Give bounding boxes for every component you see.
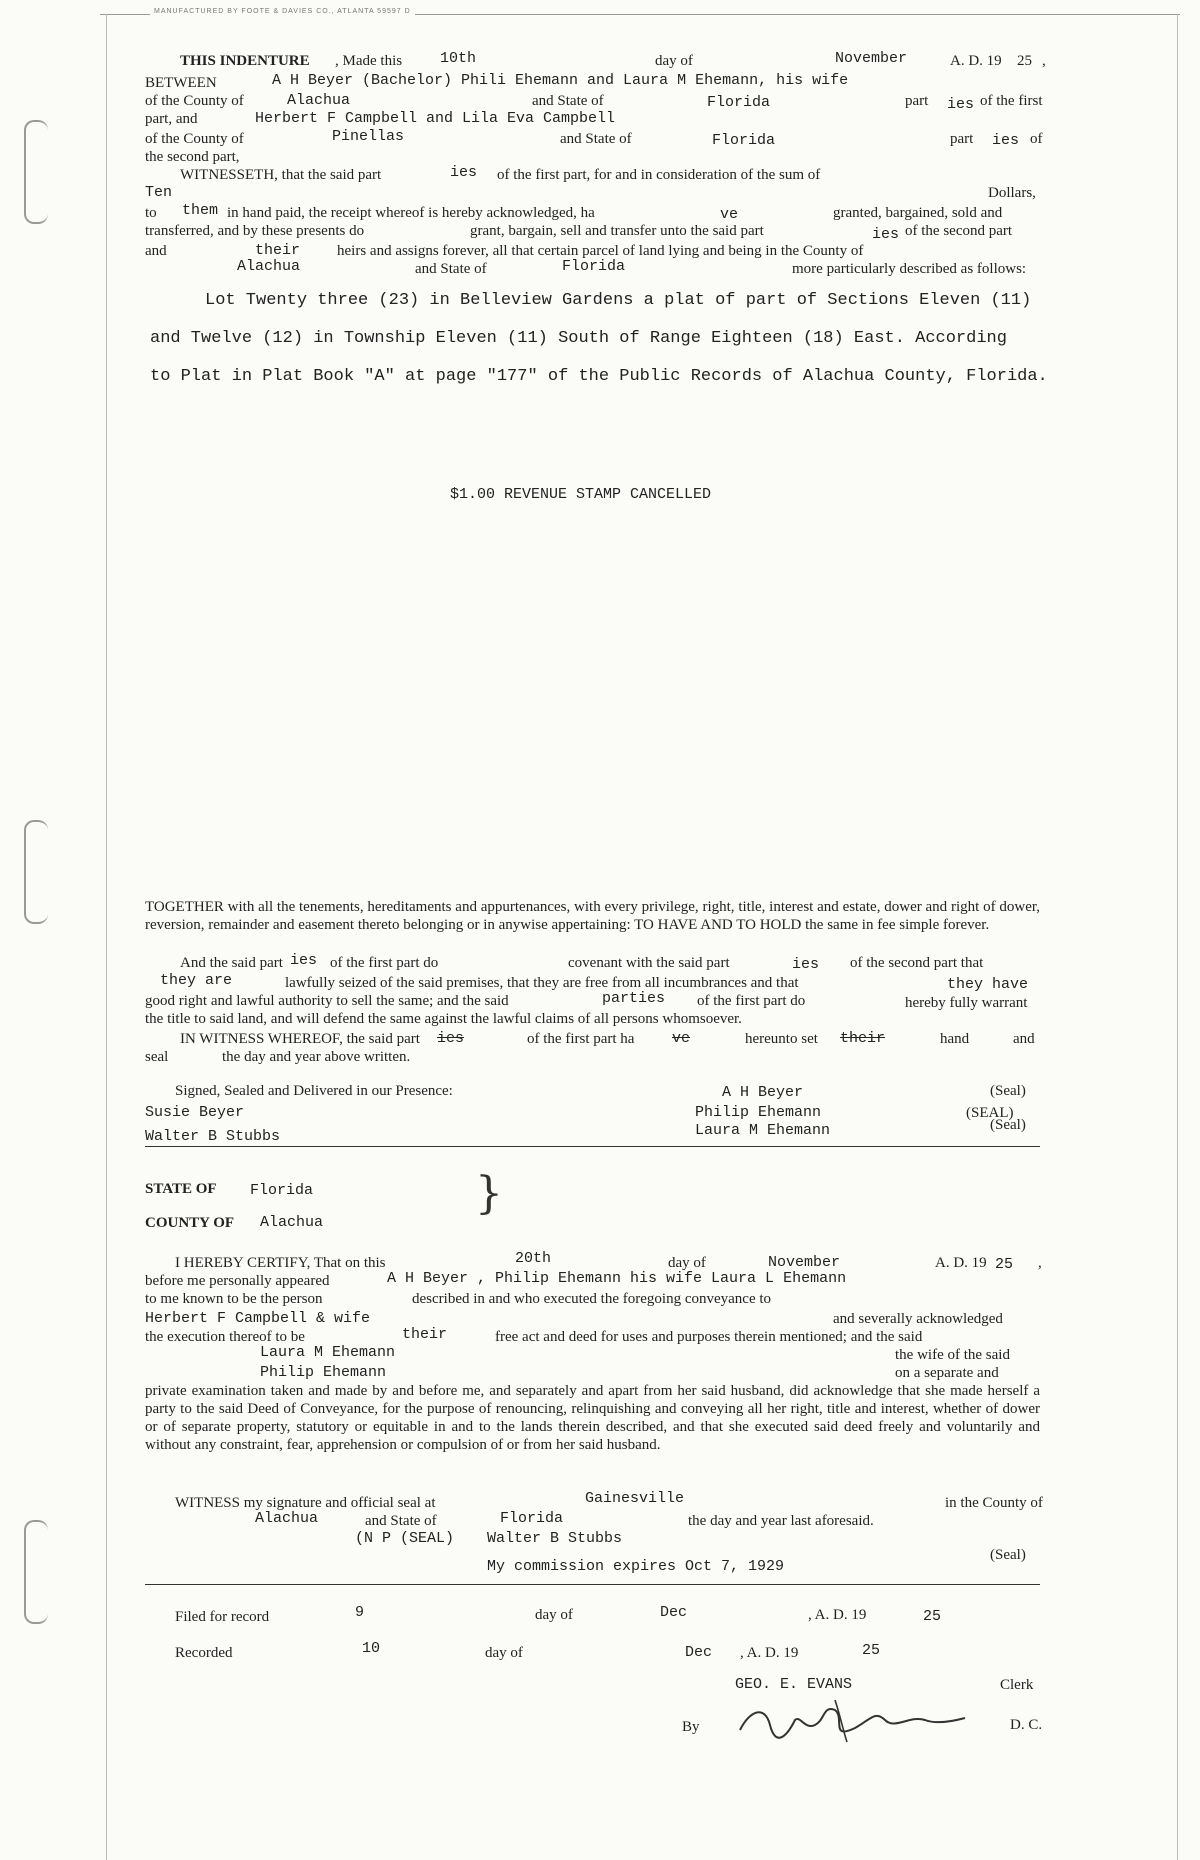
- grantee-county: Pinellas: [332, 128, 405, 145]
- recorded-day: 10: [362, 1640, 381, 1657]
- notary-name: Walter B Stubbs: [487, 1530, 623, 1547]
- part-suffix-ies: ies: [947, 96, 975, 113]
- seal-2: (SEAL): [966, 1105, 1014, 1121]
- ack-grantees: Herbert F Campbell & wife: [145, 1310, 371, 1327]
- ack-city: Gainesville: [585, 1490, 685, 1507]
- filed-year: 25: [923, 1608, 942, 1625]
- filed-day: 9: [355, 1604, 365, 1621]
- right-margin-rule: [1177, 14, 1178, 1860]
- ack-and-state: and State of: [365, 1513, 437, 1529]
- seal-1: (Seal): [990, 1083, 1026, 1099]
- recorded-year: 25: [862, 1642, 881, 1659]
- grantee-state: Florida: [712, 132, 776, 149]
- free-act-text: free act and deed for uses and purposes therein mentioned; and the said: [495, 1329, 923, 1345]
- legal-description-line-1: Lot Twenty three (23) in Belleview Gardens a plat of part of Sections Eleven (11): [205, 291, 1032, 310]
- binder-hole-2: [24, 820, 48, 924]
- consideration-label: of the first part, for and in consideration of the sum of: [497, 167, 821, 183]
- appeared-names: A H Beyer , Philip Ehemann his wife Laura L Ehemann: [387, 1270, 847, 1287]
- covenant-first-part: of the first part do: [330, 955, 439, 971]
- day-year-text: the day and year above written.: [222, 1049, 411, 1065]
- and-state-of-label: and State of: [415, 261, 487, 277]
- county-of-label: of the County of: [145, 93, 244, 109]
- together-clause: TOGETHER with all the tenements, hereditaments and appurtenances, with every privilege, right, title, interest and estate, dower and right of dower, reversion, remainder and easement thereto belonging or in anywise appertaining: TO HAVE AND TO HOLD the same in fee simple forever.: [145, 899, 1040, 933]
- ack-state-2: Florida: [500, 1510, 564, 1527]
- witness-signature-label: WITNESS my signature and official seal at: [175, 1495, 436, 1511]
- warrant-text: hereby fully warrant: [905, 995, 1028, 1011]
- seized-text: lawfully seized of the said premises, that they are free from all incumbrances and that: [285, 975, 799, 991]
- revenue-stamp-note: $1.00 REVENUE STAMP CANCELLED: [450, 486, 712, 503]
- witnesseth-ies-2: ies: [872, 226, 900, 243]
- in-witness-label: IN WITNESS WHEREOF, the said part: [180, 1031, 420, 1047]
- them-value: them: [182, 202, 219, 219]
- wife-name: Laura M Ehemann: [260, 1344, 396, 1361]
- recorded-month: Dec: [685, 1644, 713, 1661]
- presence-label: Signed, Sealed and Delivered in our Presence:: [175, 1083, 453, 1099]
- title-defense-text: the title to said land, and will defend the same against the lawful claims of all persons whomsoever.: [145, 1011, 742, 1027]
- left-margin-rule: [106, 14, 107, 1860]
- seal-label: seal: [145, 1049, 169, 1065]
- indenture-month: November: [835, 50, 908, 67]
- ack-state: Florida: [250, 1182, 314, 1199]
- severally-text: and severally acknowledged: [833, 1311, 1003, 1327]
- part-label: part: [905, 93, 929, 109]
- before-me-label: before me personally appeared: [145, 1273, 330, 1289]
- indenture-day: 10th: [440, 50, 477, 67]
- land-state: Florida: [562, 258, 626, 275]
- state-of-label-2: and State of: [560, 131, 632, 147]
- filed-day-of: day of: [535, 1607, 573, 1623]
- witnesseth-label: WITNESSETH, that the said part: [180, 167, 382, 183]
- first-part-do-text: of the first part do: [697, 993, 806, 1009]
- husband-name: Philip Ehemann: [260, 1364, 387, 1381]
- heirs-text: heirs and assigns forever, all that certain parcel of land lying and being in the County of: [337, 243, 864, 259]
- private-examination-clause: private examination taken and made by and before me, and separately and apart from her said husband, did acknowledge that she made herself a party to the said Deed of Conveyance, for the purpose of renouncing, relinquishing and conveying all her right, title and interest, whether of dower or of separate property, statutory or equitable in and to the lands therein described, and that she executed said deed freely and voluntarily and without any constraint, fear, apprehension or compulsion of or from her said husband.: [145, 1383, 1040, 1453]
- manufacturer-imprint: MANUFACTURED BY FOOTE & DAVIES CO., ATLANTA 59597 D: [150, 8, 415, 15]
- grant-bargain-text: grant, bargain, sell and transfer unto the said part: [470, 223, 764, 239]
- ad-label: A. D. 19: [950, 53, 1002, 69]
- filed-ad: , A. D. 19: [808, 1607, 867, 1623]
- clerk-label: Clerk: [1000, 1677, 1034, 1693]
- ack-year: 25: [995, 1256, 1014, 1273]
- struck-their: their: [840, 1030, 886, 1047]
- seal-3: (Seal): [990, 1117, 1026, 1133]
- receipt-text: in hand paid, the receipt whereof is hereby acknowledged, ha: [227, 205, 595, 221]
- have-suffix: ve: [720, 206, 739, 223]
- notary-seal: (Seal): [990, 1547, 1026, 1563]
- witnesseth-ies: ies: [450, 164, 478, 181]
- hand-label: hand: [940, 1031, 970, 1047]
- binder-hole-3: [24, 1520, 48, 1624]
- signer-3: Laura M Ehemann: [695, 1122, 831, 1139]
- covenant-with-label: covenant with the said part: [568, 955, 730, 971]
- binder-hole-1: [24, 120, 48, 224]
- second-part-text: of the second part: [905, 223, 1013, 239]
- county-of-label-2: of the County of: [145, 131, 244, 147]
- they-have-value: they have: [947, 976, 1029, 993]
- hereunto-text: hereunto set: [745, 1031, 818, 1047]
- of-the-first-label: of the first: [980, 93, 1043, 109]
- covenant-second-part: of the second part that: [850, 955, 984, 971]
- struck-ies: ies: [437, 1030, 465, 1047]
- last-aforesaid-text: the day and year last aforesaid.: [688, 1513, 874, 1529]
- and-label: and: [145, 243, 167, 259]
- day-of-label: day of: [655, 53, 693, 69]
- their-value: their: [255, 242, 301, 259]
- dollars-label: Dollars,: [988, 185, 1036, 201]
- deputy-clerk-label: D. C.: [1010, 1717, 1043, 1733]
- granted-text: granted, bargained, sold and: [833, 205, 1003, 221]
- consideration-sum: Ten: [145, 184, 173, 201]
- grantees-names: Herbert F Campbell and Lila Eva Campbell: [255, 110, 616, 127]
- county-of-label-ack: COUNTY OF: [145, 1215, 235, 1231]
- year-comma: ,: [1042, 53, 1046, 69]
- they-are-value: they are: [160, 972, 233, 989]
- ack-county: Alachua: [260, 1214, 324, 1231]
- np-seal: (N P (SEAL): [355, 1530, 455, 1547]
- recorded-label: Recorded: [175, 1645, 233, 1661]
- parties-value: parties: [602, 990, 666, 1007]
- separate-text: on a separate and: [895, 1365, 999, 1381]
- grantor-state: Florida: [707, 94, 771, 111]
- first-part-ha-text: of the first part ha: [527, 1031, 635, 1047]
- indenture-title: THIS INDENTURE: [180, 53, 310, 69]
- commission-expiry: My commission expires Oct 7, 1929: [487, 1558, 785, 1575]
- ack-day-of: day of: [668, 1255, 706, 1271]
- ack-county-2: Alachua: [255, 1510, 319, 1527]
- transferred-text: transferred, and by these presents do: [145, 223, 365, 239]
- witness-2: Walter B Stubbs: [145, 1128, 281, 1145]
- signer-2: Philip Ehemann: [695, 1104, 822, 1121]
- to-label: to: [145, 205, 157, 221]
- covenant-ies: ies: [290, 952, 318, 969]
- ack-ad: A. D. 19: [935, 1255, 987, 1271]
- by-label: By: [682, 1719, 700, 1735]
- and-label-2: and: [1013, 1031, 1035, 1047]
- wife-of-text: the wife of the said: [895, 1347, 1010, 1363]
- described-text: described in and who executed the foregoing conveyance to: [412, 1291, 772, 1307]
- state-of-label: STATE OF: [145, 1181, 217, 1197]
- legal-description-line-2: and Twelve (12) in Township Eleven (11) South of Range Eighteen (18) East. According: [150, 329, 1007, 348]
- more-particularly-text: more particularly described as follows:: [792, 261, 1027, 277]
- ack-their: their: [402, 1326, 448, 1343]
- indenture-year: 25: [1017, 53, 1032, 69]
- execution-text: the execution thereof to be: [145, 1329, 305, 1345]
- struck-ve: ve: [672, 1030, 691, 1047]
- in-county-label: in the County of: [945, 1495, 1043, 1511]
- clerk-name: GEO. E. EVANS: [735, 1676, 853, 1693]
- recorded-ad: , A. D. 19: [740, 1645, 799, 1661]
- covenant-ies-2: ies: [792, 956, 820, 973]
- state-of-label: and State of: [532, 93, 604, 109]
- filed-label: Filed for record: [175, 1609, 270, 1625]
- ack-month: November: [768, 1254, 841, 1271]
- deputy-clerk-signature: [735, 1690, 970, 1750]
- witness-1: Susie Beyer: [145, 1104, 245, 1121]
- ack-comma: ,: [1038, 1255, 1042, 1271]
- recorded-day-of: day of: [485, 1645, 523, 1661]
- ack-day: 20th: [515, 1250, 552, 1267]
- land-county: Alachua: [237, 258, 301, 275]
- acknowledgment-divider: [145, 1584, 1040, 1585]
- grantors-names: A H Beyer (Bachelor) Phili Ehemann and Laura M Ehemann, his wife: [272, 72, 849, 89]
- part-suffix-ies-2: ies: [992, 132, 1020, 149]
- known-label: to me known to be the person: [145, 1291, 323, 1307]
- part-and-label: part, and: [145, 111, 198, 127]
- of-label: of: [1030, 131, 1043, 147]
- signature-divider: [145, 1146, 1040, 1147]
- between-label: BETWEEN: [145, 75, 217, 91]
- good-right-text: good right and lawful authority to sell the same; and the said: [145, 993, 509, 1009]
- second-part-label: the second part,: [145, 149, 240, 165]
- grantor-county: Alachua: [287, 92, 351, 109]
- certify-label: I HEREBY CERTIFY, That on this: [175, 1255, 386, 1271]
- legal-description-line-3: to Plat in Plat Book "A" at page "177" of the Public Records of Alachua County, Florida.: [150, 367, 1048, 386]
- filed-month: Dec: [660, 1604, 688, 1621]
- covenant-label: And the said part: [180, 955, 283, 971]
- made-this-label: , Made this: [335, 53, 403, 69]
- venue-bracket: }: [475, 1168, 503, 1219]
- part-label-2: part: [950, 131, 974, 147]
- signer-1: A H Beyer: [722, 1084, 804, 1101]
